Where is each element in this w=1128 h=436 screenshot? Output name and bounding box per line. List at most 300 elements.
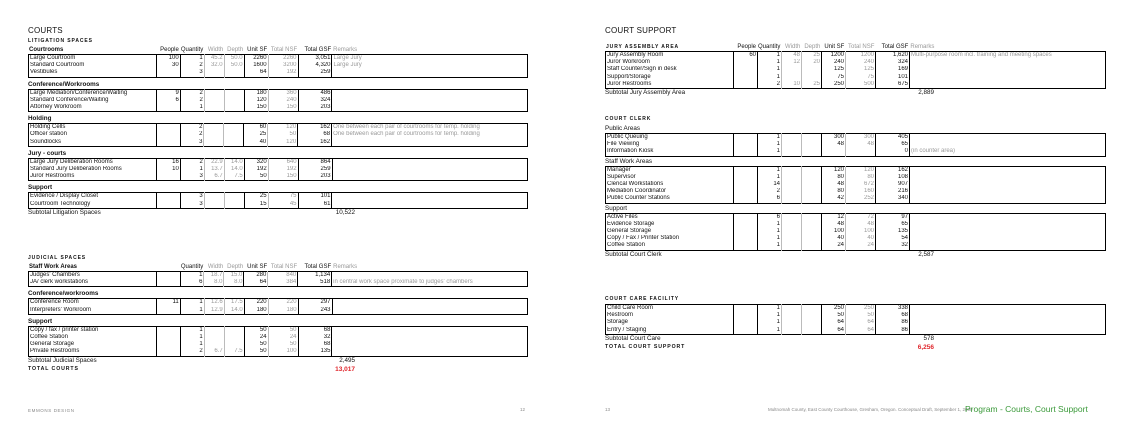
table-row (606, 213, 1106, 221)
table-cell: 1 (180, 341, 204, 348)
table-cell (802, 228, 822, 235)
table-cell (910, 66, 1106, 73)
table-cell (782, 141, 802, 148)
table-cell: File Viewing (607, 141, 640, 148)
data-table (605, 213, 1106, 251)
table-cell: 243 (298, 307, 332, 315)
table-cell (204, 139, 224, 147)
table-cell: 48 (822, 141, 846, 148)
jury-section (605, 43, 1107, 97)
table-cell: 1 (758, 66, 782, 73)
table-row (29, 334, 528, 341)
right-page (568, 0, 1128, 436)
table-cell: 203 (298, 173, 332, 181)
table-cell: Large Jury (332, 62, 528, 69)
table-cell: 68 (298, 131, 332, 138)
table-cell: 1 (758, 235, 782, 242)
table-cell (332, 166, 527, 173)
table-cell: 11 (156, 299, 180, 307)
section-kicker: LITIGATION SPACES (28, 38, 93, 44)
table-cell: 907 (876, 181, 910, 188)
table-row (29, 55, 528, 63)
table-cell (910, 141, 1106, 148)
table-cell (332, 341, 528, 348)
table-cell: JA/ clerk workstations (30, 279, 89, 286)
table-cell: 3,051 (298, 55, 332, 63)
table-cell: 125 (822, 66, 846, 73)
column-header: Unit SF (247, 47, 268, 53)
table-cell (204, 97, 224, 104)
section-kicker: JURY ASSEMBLY AREA (606, 44, 680, 50)
table-cell (802, 327, 822, 335)
column-header: Courtrooms (29, 47, 64, 53)
table-cell: 14 (758, 181, 782, 188)
table-row (29, 131, 528, 138)
column-header: Remarks (333, 264, 358, 270)
table-header-row (605, 43, 1105, 51)
table-cell: 500 (846, 81, 876, 89)
table-cell: 50.0 (224, 55, 244, 63)
table-cell: 2 (180, 158, 204, 166)
table-cell: 135 (298, 348, 332, 356)
table-cell (332, 173, 527, 181)
table-cell (156, 348, 180, 356)
table-cell (734, 181, 758, 188)
table-cell: 340 (876, 195, 910, 203)
table-cell (224, 201, 244, 209)
table-cell: 24 (822, 242, 846, 250)
table-cell (802, 141, 822, 148)
column-header: Total NSF (848, 44, 875, 50)
table-cell: 2 (180, 62, 204, 69)
group-title: Conference/Workrooms (28, 80, 100, 88)
table-cell (910, 166, 1106, 174)
table-cell: 240 (846, 59, 876, 66)
table-cell: 240 (822, 59, 846, 66)
table-cell: 20 (802, 59, 822, 66)
table-cell: 48 (782, 52, 802, 60)
table-cell: 6.7 (204, 348, 224, 356)
data-table (605, 133, 1106, 157)
table-cell (734, 228, 758, 235)
table-cell: 12.6 (204, 299, 224, 307)
column-header: Total GSF (881, 44, 909, 50)
table-cell: 25 (244, 193, 268, 201)
table-cell: 64 (822, 327, 846, 335)
table-cell (204, 89, 224, 97)
table-cell (782, 235, 802, 242)
table-cell (802, 181, 822, 188)
table-cell: 10 (782, 81, 802, 89)
table-cell: Courtroom Technology (30, 200, 91, 207)
table-cell: 86 (876, 327, 910, 335)
table-cell: 840 (268, 272, 298, 280)
table-cell: 1 (180, 326, 204, 334)
table-cell: 3 (180, 173, 204, 181)
table-cell: 250 (822, 81, 846, 89)
table-cell (782, 228, 802, 235)
table-cell (204, 104, 224, 112)
table-cell: 25 (802, 81, 822, 89)
table-cell (224, 104, 244, 112)
table-cell: 192 (244, 166, 268, 173)
table-cell: 60 (734, 52, 758, 60)
table-cell (910, 81, 1106, 89)
table-cell (782, 195, 802, 203)
table-cell (224, 334, 244, 341)
data-table (605, 166, 1106, 204)
column-header: Depth (227, 47, 244, 53)
table-cell (734, 66, 758, 73)
table-cell: 50 (268, 341, 298, 348)
table-cell: 180 (244, 89, 268, 97)
table-cell: 61 (298, 201, 332, 209)
page-number: 13 (605, 407, 611, 412)
table-cell: 40 (846, 235, 876, 242)
table-cell (802, 235, 822, 242)
table-cell: 8.0 (224, 279, 244, 287)
data-table (28, 192, 528, 208)
group-title: Staff Work Areas (605, 157, 653, 165)
table-cell (910, 235, 1106, 242)
table-row (606, 312, 1106, 319)
table-cell: 50 (268, 131, 298, 138)
table-cell: 360 (268, 89, 298, 97)
table-cell: 250 (846, 305, 876, 313)
page-title: COURT SUPPORT (605, 26, 677, 35)
table-cell: Manager (607, 166, 631, 173)
group-title: Public Areas (605, 125, 641, 132)
table-cell: 1 (758, 141, 782, 148)
table-cell: 120 (268, 124, 298, 132)
table-cell: 252 (846, 195, 876, 203)
table-row (606, 235, 1106, 242)
table-cell (156, 326, 180, 334)
column-header: Remarks (333, 47, 358, 53)
table-cell: 40 (822, 235, 846, 242)
subtotal-row: Subtotal Judicial Spaces 2,495 (28, 356, 355, 364)
table-cell: General Storage (30, 341, 75, 348)
table-cell: 486 (298, 89, 332, 97)
data-table (605, 304, 1106, 335)
table-cell: Juror Workroom (607, 59, 650, 66)
left-page (0, 0, 560, 436)
table-cell (802, 213, 822, 221)
table-cell: 216 (876, 188, 910, 195)
column-header: Width (207, 264, 224, 270)
table-cell (734, 74, 758, 81)
table-cell: 6 (156, 97, 180, 104)
table-cell: 1 (180, 272, 204, 280)
table-row (29, 299, 528, 307)
table-cell (734, 81, 758, 89)
table-cell: 324 (876, 59, 910, 66)
table-cell (156, 104, 180, 112)
footer-note: Multnomah County, East County Courthouse, Gresham, Oregon. Conceptual Draft, September 1, 2009 (768, 407, 973, 412)
subtotal-row: Subtotal Jury Assembly Area 2,889 (605, 89, 934, 97)
table-cell (332, 326, 528, 334)
table-cell: 48 (822, 221, 846, 228)
table-cell (332, 193, 528, 201)
table-cell: 1200 (846, 52, 876, 60)
table-cell: 15 (244, 201, 268, 209)
table-cell: 64 (244, 279, 268, 287)
table-cell: Supervisor (607, 173, 636, 180)
table-cell (782, 221, 802, 228)
group-title: Support (605, 204, 628, 212)
table-cell: 50 (822, 312, 846, 319)
table-cell (910, 74, 1106, 81)
table-cell: 518 (298, 279, 332, 287)
table-cell: Storage (607, 319, 629, 326)
table-cell: 30 (156, 62, 180, 69)
table-cell: 1 (758, 148, 782, 156)
table-row (29, 307, 528, 315)
table-cell: 75 (822, 74, 846, 81)
table-cell: 135 (876, 228, 910, 235)
table-cell (910, 305, 1106, 313)
litigation-section (28, 37, 528, 217)
table-cell: Soundlocks (30, 138, 62, 145)
table-cell (846, 148, 876, 156)
data-table (605, 51, 1106, 89)
table-row (606, 166, 1106, 174)
table-cell: 1 (180, 334, 204, 341)
total-row: TOTAL COURTS 13,017 (28, 365, 355, 373)
column-header: Quantity (758, 44, 781, 50)
table-cell: 259 (298, 69, 332, 77)
table-cell: Private Restrooms (30, 348, 80, 355)
table-cell (910, 228, 1106, 235)
table-cell (156, 341, 180, 348)
table-cell: 65 (876, 141, 910, 148)
table-cell: One between each pair of courtrooms for temp. holding (332, 131, 528, 138)
table-cell: Multi-purpose room incl. training and meeting spaces (910, 52, 1106, 60)
table-cell: 160 (846, 188, 876, 195)
table-cell: Holding Cells (30, 124, 66, 131)
table-cell (910, 195, 1106, 203)
table-cell: Vestibules (30, 69, 58, 76)
table-cell (910, 327, 1106, 335)
table-row (606, 74, 1106, 81)
footer-title: Program - Courts, Court Support (965, 404, 1088, 414)
table-cell (156, 131, 180, 138)
table-cell: 1 (758, 134, 782, 142)
table-cell: 65 (876, 221, 910, 228)
table-cell (910, 319, 1106, 326)
table-cell (802, 188, 822, 195)
table-cell: 180 (268, 307, 298, 315)
table-cell: 1 (180, 307, 204, 315)
table-cell: 150 (268, 173, 298, 181)
table-cell: 1 (758, 242, 782, 250)
column-header: People (160, 47, 179, 53)
table-cell: 1 (758, 319, 782, 326)
table-cell (782, 148, 802, 156)
table-cell: 80 (822, 174, 846, 181)
table-cell (204, 124, 224, 132)
table-cell: 108 (876, 174, 910, 181)
table-cell: 60 (244, 124, 268, 132)
table-cell (332, 334, 528, 341)
table-row (29, 326, 528, 334)
table-row (29, 124, 528, 132)
table-cell (910, 213, 1106, 221)
table-cell: 2 (180, 124, 204, 132)
section-kicker: JUDICIAL SPACES (28, 255, 87, 261)
section-kicker: COURT CARE FACILITY (605, 296, 680, 302)
table-cell: 50 (244, 326, 268, 334)
table-cell (782, 242, 802, 250)
table-cell (734, 312, 758, 319)
table-cell (204, 326, 224, 334)
table-cell (224, 97, 244, 104)
column-header: Staff Work Areas (29, 264, 78, 270)
table-row (606, 59, 1106, 66)
page-title: COURTS (28, 26, 63, 35)
table-cell: 100 (846, 228, 876, 235)
table-cell: Public Counter Stations (607, 195, 670, 202)
care-section (605, 295, 1107, 352)
table-cell (204, 341, 224, 348)
table-row (606, 52, 1106, 60)
table-cell: Clerical Workstations (607, 181, 664, 188)
table-cell: 3 (180, 201, 204, 209)
table-cell: 80 (846, 174, 876, 181)
table-cell: 300 (822, 134, 846, 142)
clerk-section (605, 115, 1107, 259)
table-row (606, 181, 1106, 188)
table-cell (156, 334, 180, 341)
table-row (606, 81, 1106, 89)
table-row (606, 327, 1106, 335)
table-cell (224, 326, 244, 334)
table-cell: Mediation Coordinator (607, 188, 667, 195)
table-cell: 2260 (268, 55, 298, 63)
table-cell: 280 (244, 272, 268, 280)
table-cell: 12.9 (204, 307, 224, 315)
column-header: Depth (227, 264, 244, 270)
group-title: Holding (28, 115, 52, 123)
table-cell: Active Files (607, 213, 638, 220)
table-cell: Coffee Station (30, 334, 68, 341)
table-cell (224, 89, 244, 97)
table-cell: 100 (156, 55, 180, 63)
data-table (28, 298, 528, 314)
table-cell: 6 (758, 195, 782, 203)
table-cell (332, 158, 527, 166)
table-cell (910, 181, 1106, 188)
table-cell: 259 (298, 166, 332, 173)
column-header: Quantity (180, 47, 204, 53)
table-cell: 48 (846, 141, 876, 148)
data-table (28, 89, 528, 113)
table-cell (782, 312, 802, 319)
subtotal-row: Subtotal Litigation Spaces 10,522 (28, 208, 355, 216)
section-kicker: COURT CLERK (605, 116, 652, 122)
table-cell: 64 (846, 319, 876, 326)
table-cell: Copy / fax / printer station (30, 326, 99, 333)
table-cell (224, 193, 244, 201)
table-cell: 3200 (268, 62, 298, 69)
table-cell (204, 201, 224, 209)
table-cell (156, 272, 180, 280)
table-cell: 25 (244, 131, 268, 138)
table-cell (332, 89, 528, 97)
table-cell: Staff Counter/Sign in desk (607, 66, 677, 73)
table-cell (156, 173, 180, 181)
table-cell: 100 (822, 228, 846, 235)
group-title: Jury - courts (28, 149, 67, 157)
table-cell: 14.0 (224, 166, 244, 173)
table-cell (224, 341, 244, 348)
table-cell: 14.0 (224, 307, 244, 315)
table-cell (332, 299, 528, 307)
table-cell: 4,320 (298, 62, 332, 69)
table-row (606, 195, 1106, 203)
table-cell: 50 (846, 312, 876, 319)
table-cell (156, 201, 180, 209)
table-cell: 45 (268, 201, 298, 209)
table-header-row (28, 46, 528, 54)
table-row (29, 139, 528, 147)
table-cell: 120 (268, 139, 298, 147)
table-cell: Support/Storage (607, 73, 651, 80)
column-header: Remarks (910, 44, 935, 50)
table-cell (802, 134, 822, 142)
table-cell: Coffee Station (607, 242, 645, 249)
table-cell: 22.9 (204, 158, 224, 166)
table-header-row (28, 263, 528, 271)
table-cell: Attorney Workroom (30, 104, 82, 111)
table-cell: 32 (876, 242, 910, 250)
table-cell (734, 166, 758, 174)
table-cell: 324 (298, 97, 332, 104)
table-cell (822, 148, 846, 156)
table-cell: 300 (846, 134, 876, 142)
table-cell (734, 59, 758, 66)
group-title: Support (28, 317, 53, 325)
table-cell: Standard Conference/Waiting (30, 96, 109, 103)
table-cell: 169 (876, 66, 910, 73)
table-cell (204, 131, 224, 138)
table-row (606, 188, 1106, 195)
table-cell: 32.0 (204, 62, 224, 69)
table-row (29, 62, 528, 69)
table-cell: 101 (876, 74, 910, 81)
table-cell (910, 312, 1106, 319)
table-cell: 1 (758, 312, 782, 319)
table-cell: 8.0 (204, 279, 224, 287)
table-cell (332, 69, 528, 77)
table-cell (802, 221, 822, 228)
table-cell: 1 (758, 166, 782, 174)
table-cell (734, 319, 758, 326)
table-cell: Large Courtroom (30, 55, 76, 61)
table-cell (802, 74, 822, 81)
table-cell: 1 (758, 59, 782, 66)
table-cell: 80 (822, 188, 846, 195)
data-table (28, 158, 528, 182)
table-cell: 220 (268, 299, 298, 307)
table-cell: 7.5 (224, 348, 244, 356)
table-cell: 100 (268, 348, 298, 356)
group-title: Conference/workrooms (28, 290, 99, 298)
table-cell (734, 134, 758, 142)
table-cell: 1600 (244, 62, 268, 69)
table-cell: 3 (180, 139, 204, 147)
table-cell: 2 (758, 81, 782, 89)
